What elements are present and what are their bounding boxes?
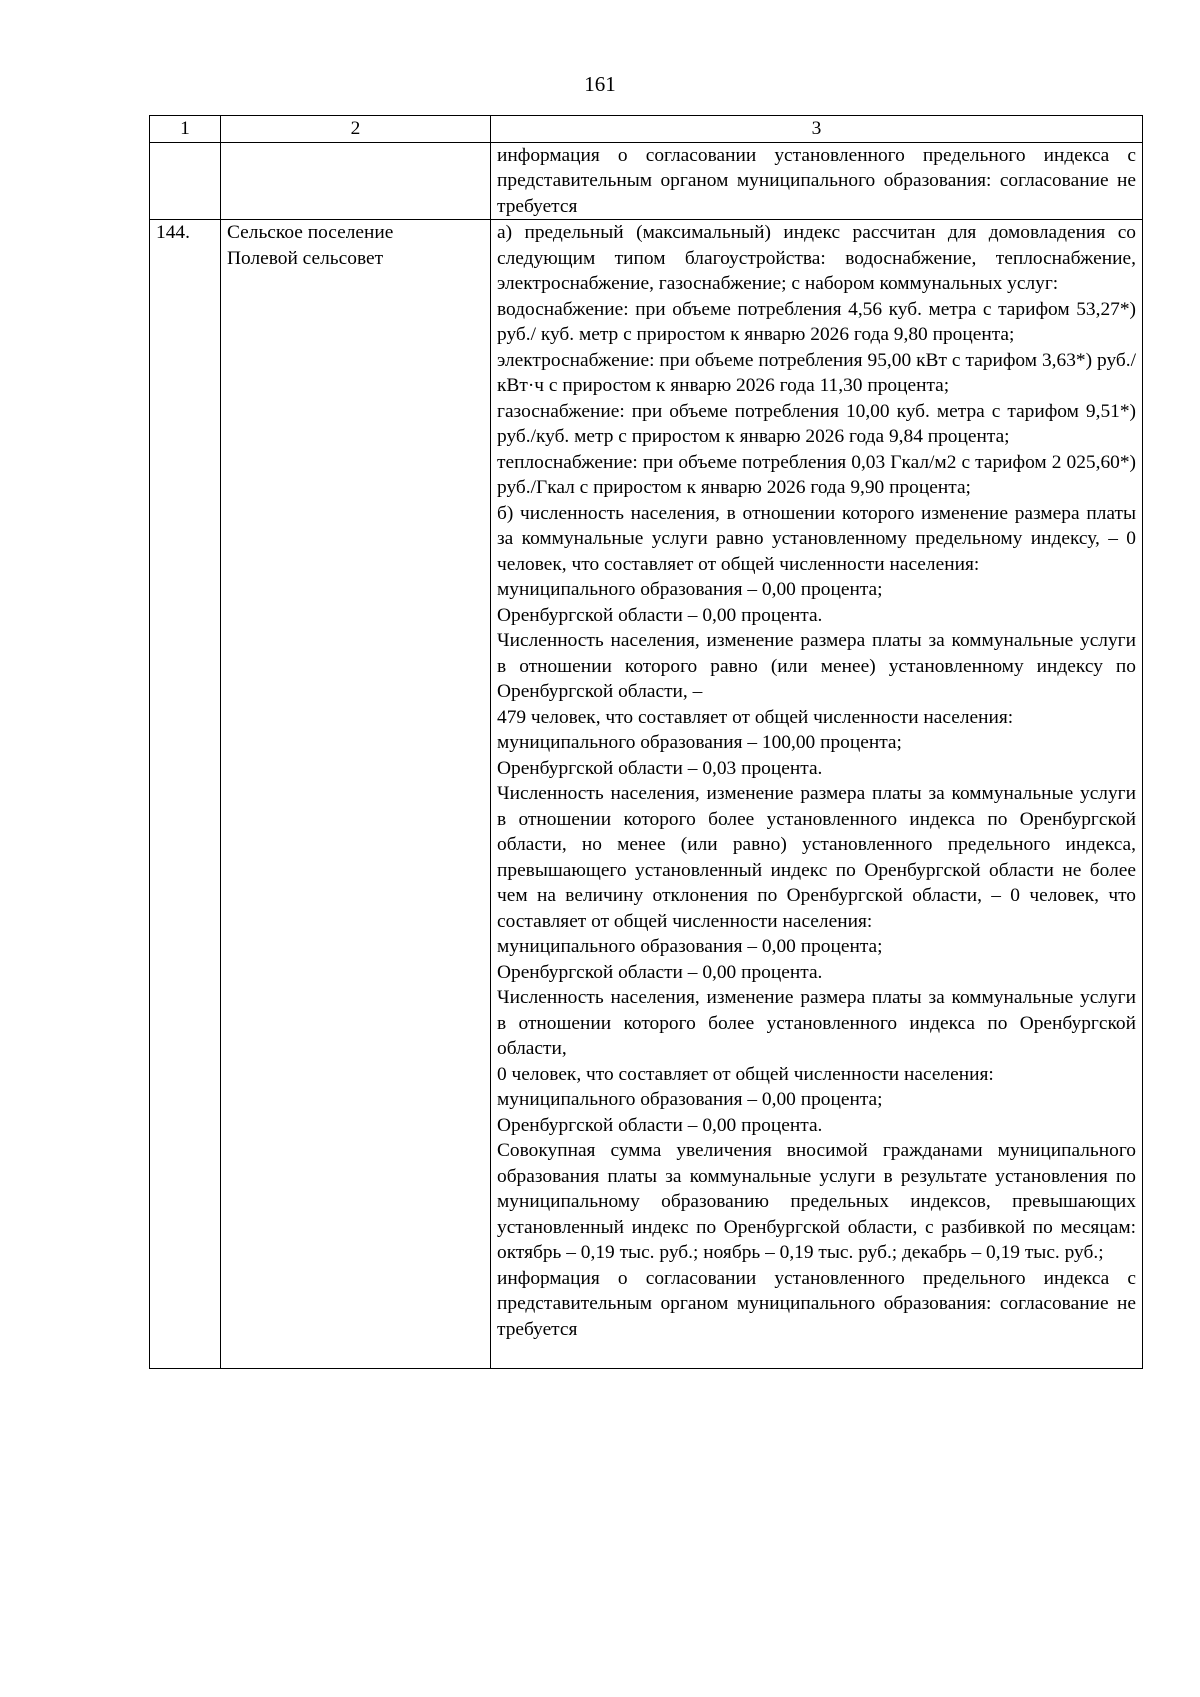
- settlement-cell: [221, 220, 491, 1369]
- population-count-line: 0 человек, что составляет от общей численности населения:: [497, 1063, 994, 1085]
- settlement-type: Сельское поселение: [227, 222, 394, 243]
- region-share-line: Оренбургской области – 0,00 процента.: [497, 1114, 823, 1136]
- region-share-line: Оренбургской области – 0,00 процента.: [497, 961, 823, 983]
- water-supply-paragraph: водоснабжение: при объеме потребления 4,56 куб. метра с тарифом 53,27*) руб./ куб. метр с приростом к январю 2026 года 9,80 процента;: [497, 298, 1136, 345]
- description-cell: [491, 142, 1143, 220]
- heat-supply-paragraph: теплоснабжение: при объеме потребления 0,03 Гкал/м2 с тарифом 2 025,60*) руб./Гкал с приростом к январю 2026 года 9,90 процента;: [497, 451, 1136, 498]
- agreement-info-paragraph: информация о согласовании установленного предельного индекса с представительным органом муниципального образования: согласование не требуется: [497, 144, 1136, 217]
- population-count-line: 479 человек, что составляет от общей численности населения:: [497, 706, 1014, 728]
- table-header-row: [150, 116, 1143, 143]
- row-number-cell: [150, 142, 221, 220]
- population-less-paragraph: Численность населения, изменение размера платы за коммунальные услуги в отношении которого равно (или менее) установленному индексу по Оренбургской области, –: [497, 630, 1136, 702]
- table-row-continuation: [150, 142, 1143, 220]
- row-number-cell: 144.: [150, 220, 221, 1369]
- settlement-cell: [221, 142, 491, 220]
- population-equal-paragraph: б) численность населения, в отношении которого изменение размера платы за коммунальные услуги равно установленному предельному индексу, – 0 человек, что составляет от общей численности населения:: [497, 502, 1136, 575]
- municipal-share-line: муниципального образования – 100,00 процента;: [497, 732, 902, 753]
- municipal-share-line: муниципального образования – 0,00 процента;: [497, 579, 883, 600]
- municipal-share-line: муниципального образования – 0,00 процента;: [497, 1089, 883, 1110]
- indices-table: [149, 115, 1143, 1369]
- population-between-paragraph: Численность населения, изменение размера платы за коммунальные услуги в отношении которого более установленного индекса по Оренбургской области, но менее (или равно) установленного предельного индекса, превышающего установленный индекс по Оренбургской области не более чем на величину отклонения по Оренбургской области, – 0 человек, что составляет от общей численности населения:: [497, 783, 1136, 932]
- settlement-name: Полевой сельсовет: [227, 247, 384, 269]
- municipal-share-line: муниципального образования – 0,00 процента;: [497, 936, 883, 957]
- column-header-3: 3: [491, 116, 1143, 143]
- column-header-2: 2: [221, 116, 491, 143]
- total-increase-paragraph: Совокупная сумма увеличения вносимой гражданами муниципального образования платы за коммунальные услуги в результате установления по муниципальному образованию предельных индексов, превышающих установленный индекс по Оренбургской области, с разбивкой по месяцам: октябрь – 0,19 тыс. руб.; ноябрь – 0,19 тыс. руб.; декабрь – 0,19 тыс. руб.;: [497, 1140, 1136, 1263]
- index-paragraph: а) предельный (максимальный) индекс рассчитан для домовладения со следующим типом благоустройства: водоснабжение, теплоснабжение, электроснабжение, газоснабжение; с набором коммунальных услуг:: [497, 222, 1136, 294]
- column-header-1: 1: [150, 116, 221, 143]
- page-number: 161: [584, 72, 616, 96]
- description-cell: [491, 220, 1143, 1369]
- gas-supply-paragraph: газоснабжение: при объеме потребления 10,00 куб. метра с тарифом 9,51*) руб./куб. метр с приростом к январю 2026 года 9,84 процента;: [497, 400, 1136, 447]
- table-row-144: [150, 220, 1143, 1369]
- region-share-line: Оренбургской области – 0,03 процента.: [497, 757, 823, 779]
- population-more-paragraph: Численность населения, изменение размера платы за коммунальные услуги в отношении которого более установленного индекса по Оренбургской области,: [497, 987, 1136, 1059]
- electricity-paragraph: электроснабжение: при объеме потребления 95,00 кВт с тарифом 3,63*) руб./кВт·ч с приростом к январю 2026 года 11,30 процента;: [497, 349, 1136, 396]
- region-share-line: Оренбургской области – 0,00 процента.: [497, 604, 823, 626]
- agreement-info-paragraph: информация о согласовании установленного предельного индекса с представительным органом муниципального образования: согласование не требуется: [497, 1267, 1136, 1340]
